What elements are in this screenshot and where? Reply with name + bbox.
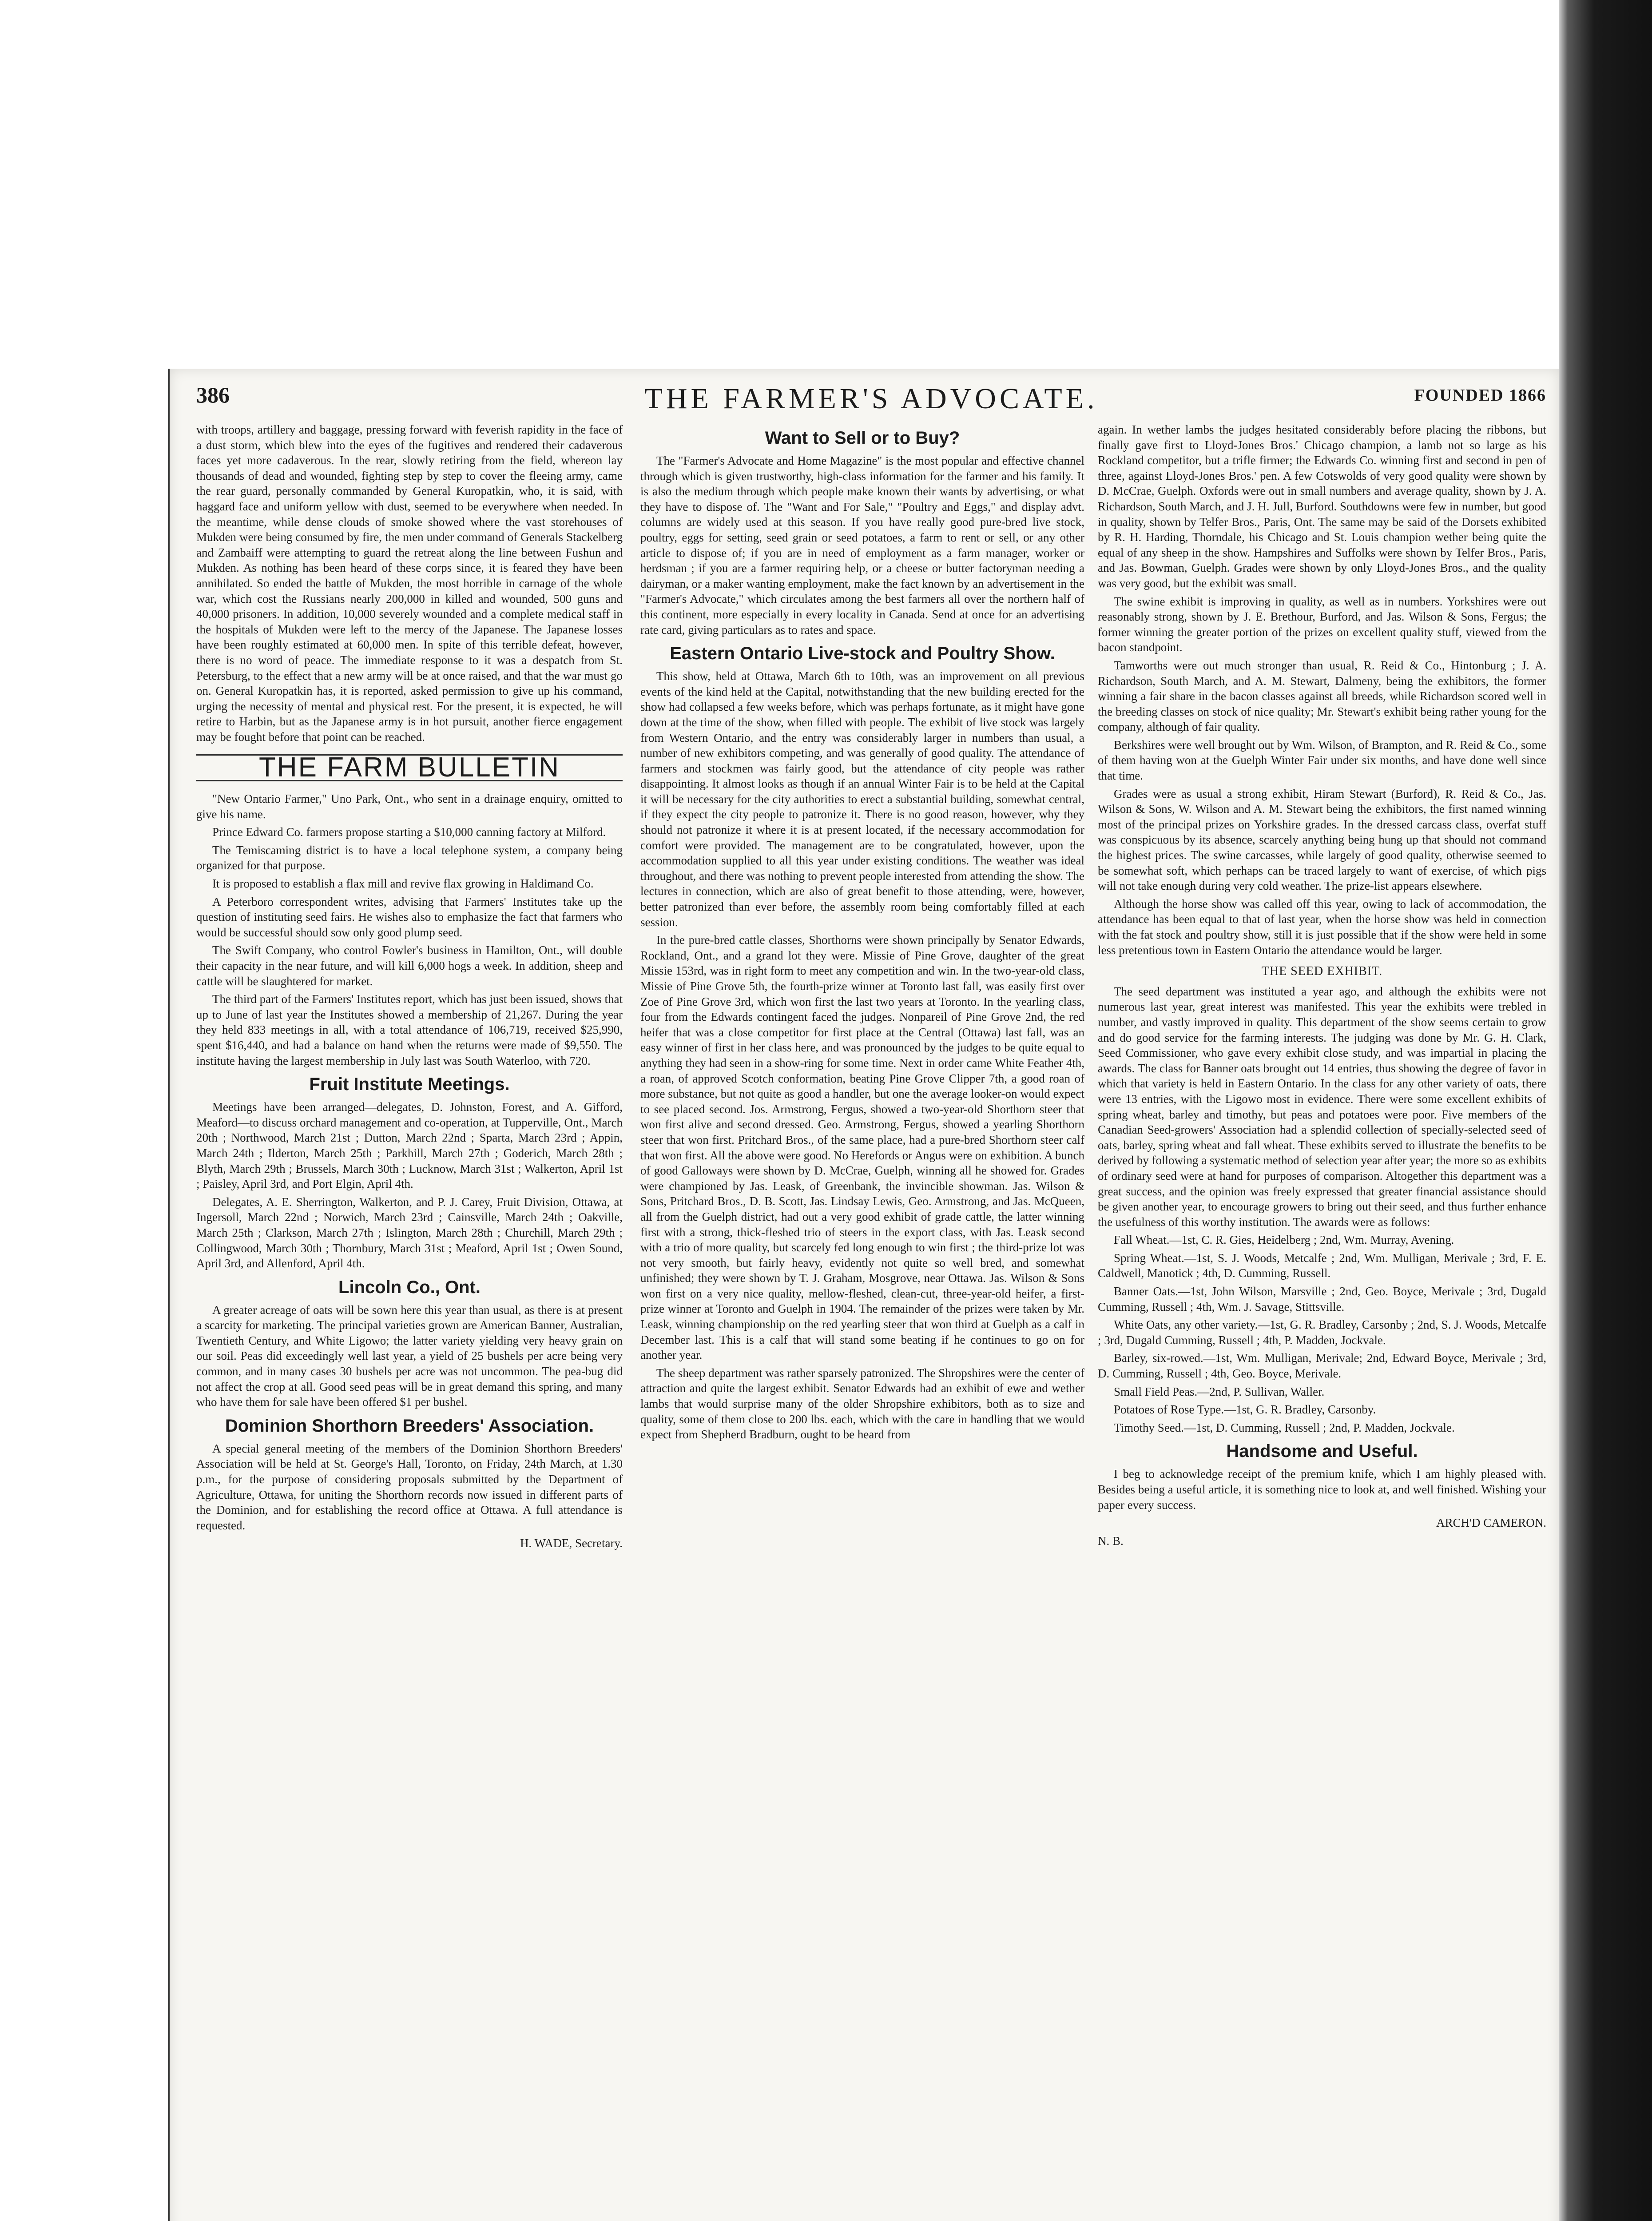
shorthorn-paragraph: A special general meeting of the members of the Dominion Shorthorn Breeders' Association will be held at St. George's Hall, Toronto, on Friday, 24th March, at 1.30 p.m., for the purpose of considering proposals submitted by the Department of Agriculture, Ottawa, for uniting the Shorthorn records now issued in different parts of the Dominion, and for establishing the record office at Ottawa. A full attendance is requested. [196, 1441, 623, 1532]
seed-paragraph: The seed department was instituted a year ago, and although the exhibits were not numerous last year, great interest was manifested. This year the exhibits were trebled in number, and vastly improved in quality. This department of the show seems certain to grow and do good service for the farming interests. The judging was done by Mr. G. H. Clark, Seed Commissioner, who gave every exhibit close study, and was impartial in placing the awards. The class for Banner oats brought out 14 entries, thus showing the degree of favor in which that variety is held in Eastern Ontario. In the class for any other variety of oats, there were 13 entries, with the Ligowo most in evidence. There were some excellent exhibits of spring wheat, barley and timothy, but peas and potatoes were poor. Five members of the Canadian Seed-growers' Association had a splendid collection of specially-selected seed of oats, barley, spring wheat and fall wheat. These exhibits served to illustrate the benefits to be derived by following a systematic method of selection year after year; the more so as exhibits of ordinary seed were at hand for purposes of comparison. Altogether this department was a great success, and the opinion was freely expressed that greater financial assistance should be given another year, to encourage growers to bring out their seed, and thus further enhance the usefulness of this worthy institution. The awards were as follows: [1098, 984, 1546, 1229]
seed-award: Fall Wheat.—1st, C. R. Gies, Heidelberg ; 2nd, Wm. Murray, Avening. [1114, 1233, 1454, 1247]
tamworth-paragraph: Tamworths were out much stronger than usual, R. Reid & Co., Hintonburg ; J. A. Richardson, South March, and A. M. Stewart, Dalmeny, being the exhibitors, the former winning a fair share in the bacon classes against all breeds, while Richardson scored well in the breeding classes on stock of nice quality; Mr. Stewart's exhibit being rather young for the company, although of fair quality. [1098, 658, 1546, 734]
seed-award: Small Field Peas.—2nd, P. Sullivan, Waller. [1114, 1385, 1325, 1398]
column-right [1098, 422, 1546, 2221]
bulletin-item: It is proposed to establish a flax mill and revive flax growing in Haldimand Co. [212, 877, 594, 891]
eastern-paragraph: The sheep department was rather sparsely patronized. The Shropshires were the center of attraction and quite the largest exhibit. Senator Edwards had an exhibit of ewe and wether lambs that would surprise many of the older Shropshire exhibitors, both as to size and quality, some of them close to 200 lbs. each, which with the care in handling that we would expect from Shepherd Bradburn, ought to be heard from [640, 1366, 1084, 1441]
seed-award: Banner Oats.—1st, John Wilson, Marsville ; 2nd, Geo. Boyce, Merivale ; 3rd, Dugald Cumming, Russell ; 4th, Wm. J. Savage, Stittsville. [1098, 1285, 1546, 1313]
handsome-place: N. B. [1098, 1534, 1124, 1548]
film-edge [1559, 0, 1652, 2221]
page-number: 386 [196, 382, 230, 407]
sheep-paragraph: again. In wether lambs the judges hesitated considerably before placing the ribbons, but finally gave first to Lloyd-Jones Bros.' Chicago champion, a lamb not so large as his Rockland competitor, but a trifle firmer; the Edwards Co. winning first and second in pen of three, against Lloyd-Jones Bros.' pen. A few Cotswolds of very good quality were shown by D. McCrae, Guelph. Oxfords were out in small numbers and average quality, shown by J. A. Richardson, South March, and J. H. Jull, Burford. Southdowns were few in number, but good in quality, shown by Telfer Bros., Paris, Ont. The same may be said of the Dorsets exhibited by R. H. Harding, Thorndale, his Chicago and St. Louis champion wether being quite the equal of any sheep in the show. Hampshires and Suffolks were shown by Telfer Bros., Paris, and Jas. Bowman, Guelph. Grades were shown by only Lloyd-Jones Bros., and the quality was very good, but the exhibit was small. [1098, 423, 1546, 590]
want-to-sell-heading: Want to Sell or to Buy? [765, 428, 960, 448]
seed-award: Timothy Seed.—1st, D. Cumming, Russell ; 2nd, P. Madden, Jockvale. [1114, 1421, 1455, 1434]
seed-award: White Oats, any other variety.—1st, G. R. Bradley, Carsonby ; 2nd, S. J. Woods, Metcalfe ; 3rd, Dugald Cumming, Russell ; 4th, P. Madden, Jockvale. [1098, 1318, 1546, 1347]
horse-show-paragraph: Although the horse show was called off this year, owing to lack of accommodation, the attendance has been equal to that of last year, when the horse show was held in connection with the fat stock and poultry show, still it is just possible that if the show were held in some less pretentious town in Eastern Ontario the attendance would be larger. [1098, 897, 1546, 957]
eastern-paragraph: In the pure-bred cattle classes, Shorthorns were shown principally by Senator Edwards, Rockland, Ont., and a grand lot they were. Missie of Pine Grove, daughter of the great Missie 153rd, was in right form to meet any competition and win. In the two-year-old class, Missie of Pine Grove 5th, the fourth-prize winner at Toronto last fall, was easily first over Zoe of Pine Grove 3rd, which won first the last two years at Toronto. In the yearling class, four from the Edwards contingent faced the judges. Nonpareil of Pine Grove 2nd, the red heifer that was a close competitor for first place at the Central (Ottawa) last fall, was an easy winner of first in her class here, and was pronounced by the judges to be quite equal to anything they had seen in a show-ring for some time. Next in order came White Feather 4th, a roan, of approved Scotch conformation, beating Pine Grove Clipper 7th, a good roan of more substance, but not quite as good a handler, but one the average looker-on would expect to see placed second. Jos. Armstrong, Fergus, showed a two-year-old Shorthorn steer that won first alive and second dressed. Geo. Armstrong, Fergus, showed a yearling Shorthorn steer that won first. Pritchard Bros., of the same place, had a pure-bred Shorthorn steer calf that won first. All the above were good. No Herefords or Angus were on exhibition. A bunch of good Galloways were shown by D. McCrae, Guelph, winning all he showed for. Grades were championed by Jas. Leask, of Greenbank, the invincible showman. Jas. Wilson & Sons, Pritchard Bros., D. B. Scott, Jas. Lindsay Lewis, Geo. Armstrong, and Jas. McQueen, all from the Guelph district, had out a very good exhibit of grade cattle, the latter winning first with a strong, thick-fleshed trio of steers in the export class, with Jas. Leask second with a trio of more quality, but scarcely fed long enough to win first ; the third-prize lot was not very smooth, but fairly heavy, evidently not quite so well bred, and somewhat unfinished; they were shown by T. J. Graham, Mosgrove, near Ottawa. Jas. Wilson & Sons won first on a very nice quality, mellow-fleshed, clean-cut, three-year-old heifer, a first-prize winner at Toronto and Guelph in 1904. The remainder of the prizes were taken by Mr. Leask, winning championship on the red yearling steer that won third at Guelph as a calf in December last. This is a calf that will stand some beating if he continues to go on for another year. [640, 933, 1084, 1362]
fruit-paragraph: Meetings have been arranged—delegates, D. Johnston, Forest, and A. Gifford, Meaford—to discuss orchard management and co-operation, at Tupperville, Ont., March 20th ; Northwood, March 21st ; Dutton, March 22nd ; Sparta, March 23rd ; Appin, March 24th ; Ilderton, March 25th ; Parkhill, March 27th ; Goderich, March 28th ; Blyth, March 29th ; Brussels, March 30th ; Lucknow, March 31st ; Walkerton, April 1st ; Paisley, April 3rd, and Port Elgin, April 4th. [196, 1100, 623, 1191]
lincoln-heading: Lincoln Co., Ont. [338, 1277, 481, 1297]
bulletin-item: The Swift Company, who control Fowler's business in Hamilton, Ont., will double their capacity in the near future, and will kill 6,000 hogs a week. In addition, sheep and cattle will be slaughtered for market. [196, 943, 623, 988]
handsome-signature: ARCH'D CAMERON. [1436, 1516, 1546, 1530]
seed-award: Spring Wheat.—1st, S. J. Woods, Metcalfe ; 2nd, Wm. Mulligan, Merivale ; 3rd, F. E. Caldwell, Manotick ; 4th, D. Cumming, Russell. [1098, 1251, 1546, 1280]
masthead-title: THE FARMER'S ADVOCATE. [644, 382, 1098, 415]
swine-paragraph: The swine exhibit is improving in quality, as well as in numbers. Yorkshires were out reasonably strong, shown by J. E. Brethour, Burford, and Jas. Wilson & Sons, Fergus; the former winning the greater portion of the prizes on excellent quality stuff, viewed from the bacon standpoint. [1098, 594, 1546, 654]
eastern-ontario-heading: Eastern Ontario Live-stock and Poultry Show. [670, 644, 1055, 664]
grades-paragraph: Grades were as usual a strong exhibit, Hiram Stewart (Burford), R. Reid & Co., Jas. Wilson & Sons, W. Wilson and A. M. Stewart being the exhibitors, the first named winning most of the principal prizes on Yorkshire grades. In the dressed carcass class, overfat stuff was conspicuous by its absence, scarcely anything being hung up that should not command the highest prices. The swine carcasses, while largely of good quality, otherwise seemed to be somewhat soft, which perhaps can be traced largely to want of exercise, of which pigs will not take enough during very cold weather. The prize-list appears elsewhere. [1098, 787, 1546, 893]
want-paragraph: The "Farmer's Advocate and Home Magazine" is the most popular and effective channel through which is given trustworthy, high-class information for the farmer and his family. It is also the medium through which people make known their wants by advertising, or what they have to dispose of. The "Want and For Sale," "Poultry and Eggs," and display advt. columns are widely used at this season. If you have really good pure-bred live stock, poultry, eggs for setting, seed grain or seed potatoes, a farm to rent or sell, or any other article to dispose of; if you are in need of employment as a farm manager, worker or herdsman ; if you are a farmer requiring help, or a cheese or butter factoryman needing a dairyman, or a maker wanting employment, make the fact known by an advertisement in the "Farmer's Advocate," which circulates among the best farmers all over the northern half of this continent, more especially in every locality in Canada. Send at once for an advertising rate card, giving particulars as to rates and space. [640, 454, 1084, 637]
bulletin-item: The third part of the Farmers' Institutes report, which has just been issued, shows that up to June of last year the Institutes showed a membership of 21,267. During the year they held 833 meetings in all, with a total attendance of 106,719, received $25,990, spent $16,440, and had a balance on hand when the returns were made of $9,550. The institute having the largest membership in July last was South Waterloo, with 720. [196, 992, 623, 1067]
seed-exhibit-heading: THE SEED EXHIBIT. [1261, 964, 1383, 979]
handsome-useful-heading: Handsome and Useful. [1226, 1441, 1418, 1461]
bulletin-item: Prince Edward Co. farmers propose starting a $10,000 canning factory at Milford. [212, 825, 606, 839]
shorthorn-heading: Dominion Shorthorn Breeders' Association. [225, 1416, 594, 1436]
newspaper-page [168, 369, 1560, 2221]
column-left [196, 422, 623, 2221]
lincoln-paragraph: A greater acreage of oats will be sown here this year than usual, as there is at present a scarcity for marketing. The principal varieties grown are American Banner, Australian, Twentieth Century, and White Ligowo; the latter variety yielding very heavy grain on our soil. Peas did exceedingly well last year, a yield of 25 bushels per acre being very common, and in many cases 30 bushels per acre was not uncommon. The pea-bug did not affect the crop at all. Good seed peas will be in great demand this spring, and many who have them for sale have been offered $1 per bushel. [196, 1303, 623, 1409]
seed-award: Barley, six-rowed.—1st, Wm. Mulligan, Merivale; 2nd, Edward Boyce, Merivale ; 3rd, D. Cumming, Russell ; 4th, Geo. Boyce, Merivale. [1098, 1351, 1546, 1381]
page-header [196, 382, 1546, 418]
fruit-institute-heading: Fruit Institute Meetings. [309, 1075, 510, 1095]
farm-bulletin-heading: THE FARM BULLETIN [196, 754, 623, 781]
shorthorn-signature: H. WADE, Secretary. [520, 1536, 623, 1550]
fruit-paragraph: Delegates, A. E. Sherrington, Walkerton, and P. J. Carey, Fruit Division, Ottawa, at Ingersoll, March 22nd ; Norwich, March 23rd ; Cainsville, March 24th ; Oakville, March 25th ; Clarkson, March 27th ; Islington, March 28th ; Churchill, March 29th ; Collingwood, March 30th ; Thornbury, March 31st ; Meaford, April 1st ; Owen Sound, April 3rd, and Allenford, April 4th. [196, 1195, 623, 1270]
seed-award: Potatoes of Rose Type.—1st, G. R. Bradley, Carsonby. [1114, 1403, 1376, 1417]
bulletin-item: A Peterboro correspondent writes, advising that Farmers' Institutes take up the question of instituting seed fairs. He wishes also to emphasize the fact that farmers who would be successful should sow only good plump seed. [196, 895, 623, 939]
column-middle [640, 422, 1084, 2221]
handsome-paragraph: I beg to acknowledge receipt of the premium knife, which I am highly pleased with. Besides being a useful article, it is something nice to look at, and well finished. Wishing your paper every success. [1098, 1467, 1546, 1512]
war-paragraph: with troops, artillery and baggage, pressing forward with feverish rapidity in the face of a dust storm, which blew into the eyes of the fugitives and rendered their cadaverous faces yet more cadaverous. In the rear, slowly retiring from the field, whereon lay thousands of dead and wounded, fighting step by step to cover the fleeing army, came the rear guard, personally commanded by General Kuropatkin, who, it is said, with haggard face and uniform yellow with dust, seemed to be everywhere when needed. In the meantime, while dense clouds of smoke showed where the vast storehouses of Mukden were being consumed by fire, the men under command of Generals Stackelberg and Zambaiff were attempting to guard the retreat along the line between Fushun and Mukden. As nothing has been heard of these corps since, it is feared they have been annihilated. So ended the battle of Mukden, the most horrible in carnage of the whole war, which cost the Russians nearly 200,000 in killed and wounded, 500 guns and 40,000 prisoners. In addition, 10,000 severely wounded and a complete medical staff in the hospitals of Mukden were left to the mercy of the Japanese. The Japanese losses have been roughly estimated at 60,000 men. In spite of this terrible defeat, however, there is no word of peace. The immediate response to it was a despatch from St. Petersburg, to the effect that a new army will be at once raised, and that the war must go on. General Kuropatkin has, it is reported, asked permission to give up his command, urging the necessity of mental and physical rest. For the present, it is expected, he will retire to Harbin, but as the Japanese army is in hot pursuit, another fierce engagement may be fought before that point can be reached. [196, 423, 623, 744]
bulletin-item: "New Ontario Farmer," Uno Park, Ont., who sent in a drainage enquiry, omitted to give his name. [196, 792, 623, 821]
founded-year: FOUNDED 1866 [1414, 386, 1546, 405]
bulletin-item: The Temiscaming district is to have a local telephone system, a company being organized for that purpose. [196, 843, 623, 872]
berkshire-paragraph: Berkshires were well brought out by Wm. Wilson, of Brampton, and R. Reid & Co., some of them having won at the Guelph Winter Fair under six months, and have done well since that time. [1098, 738, 1546, 783]
eastern-paragraph: This show, held at Ottawa, March 6th to 10th, was an improvement on all previous events of the kind held at the Capital, notwithstanding that the new building erected for the show had collapsed a few weeks before, which was perhaps fortunate, as it might have gone down at the time of the show, when filled with people. The exhibit of live stock was largely from Western Ontario, and the entry was considerably larger in numbers than usual, a number of new exhibitors competing, and was generally of good quality. The attendance of farmers and stockmen was fairly good, but the attendance of city people was rather disappointing. It almost looks as though if an annual Winter Fair is to be held at the Capital it will be necessary for the city authorities to erect a substantial building, somewhat central, if they expect the city people to patronize it. There is no good reason, however, why they should not patronize it where it is at present located, if the necessary accommodation for comfort were provided. The management are to be congratulated, however, upon the accommodation supplied to all this year under existing conditions. The weather was ideal throughout, and there was nothing to prevent people interested from attending the show. The lectures in connection, which are also of great benefit to those attending, were, however, better patronized than ever before, the assembly room being comfortably filled at each session. [640, 669, 1084, 929]
